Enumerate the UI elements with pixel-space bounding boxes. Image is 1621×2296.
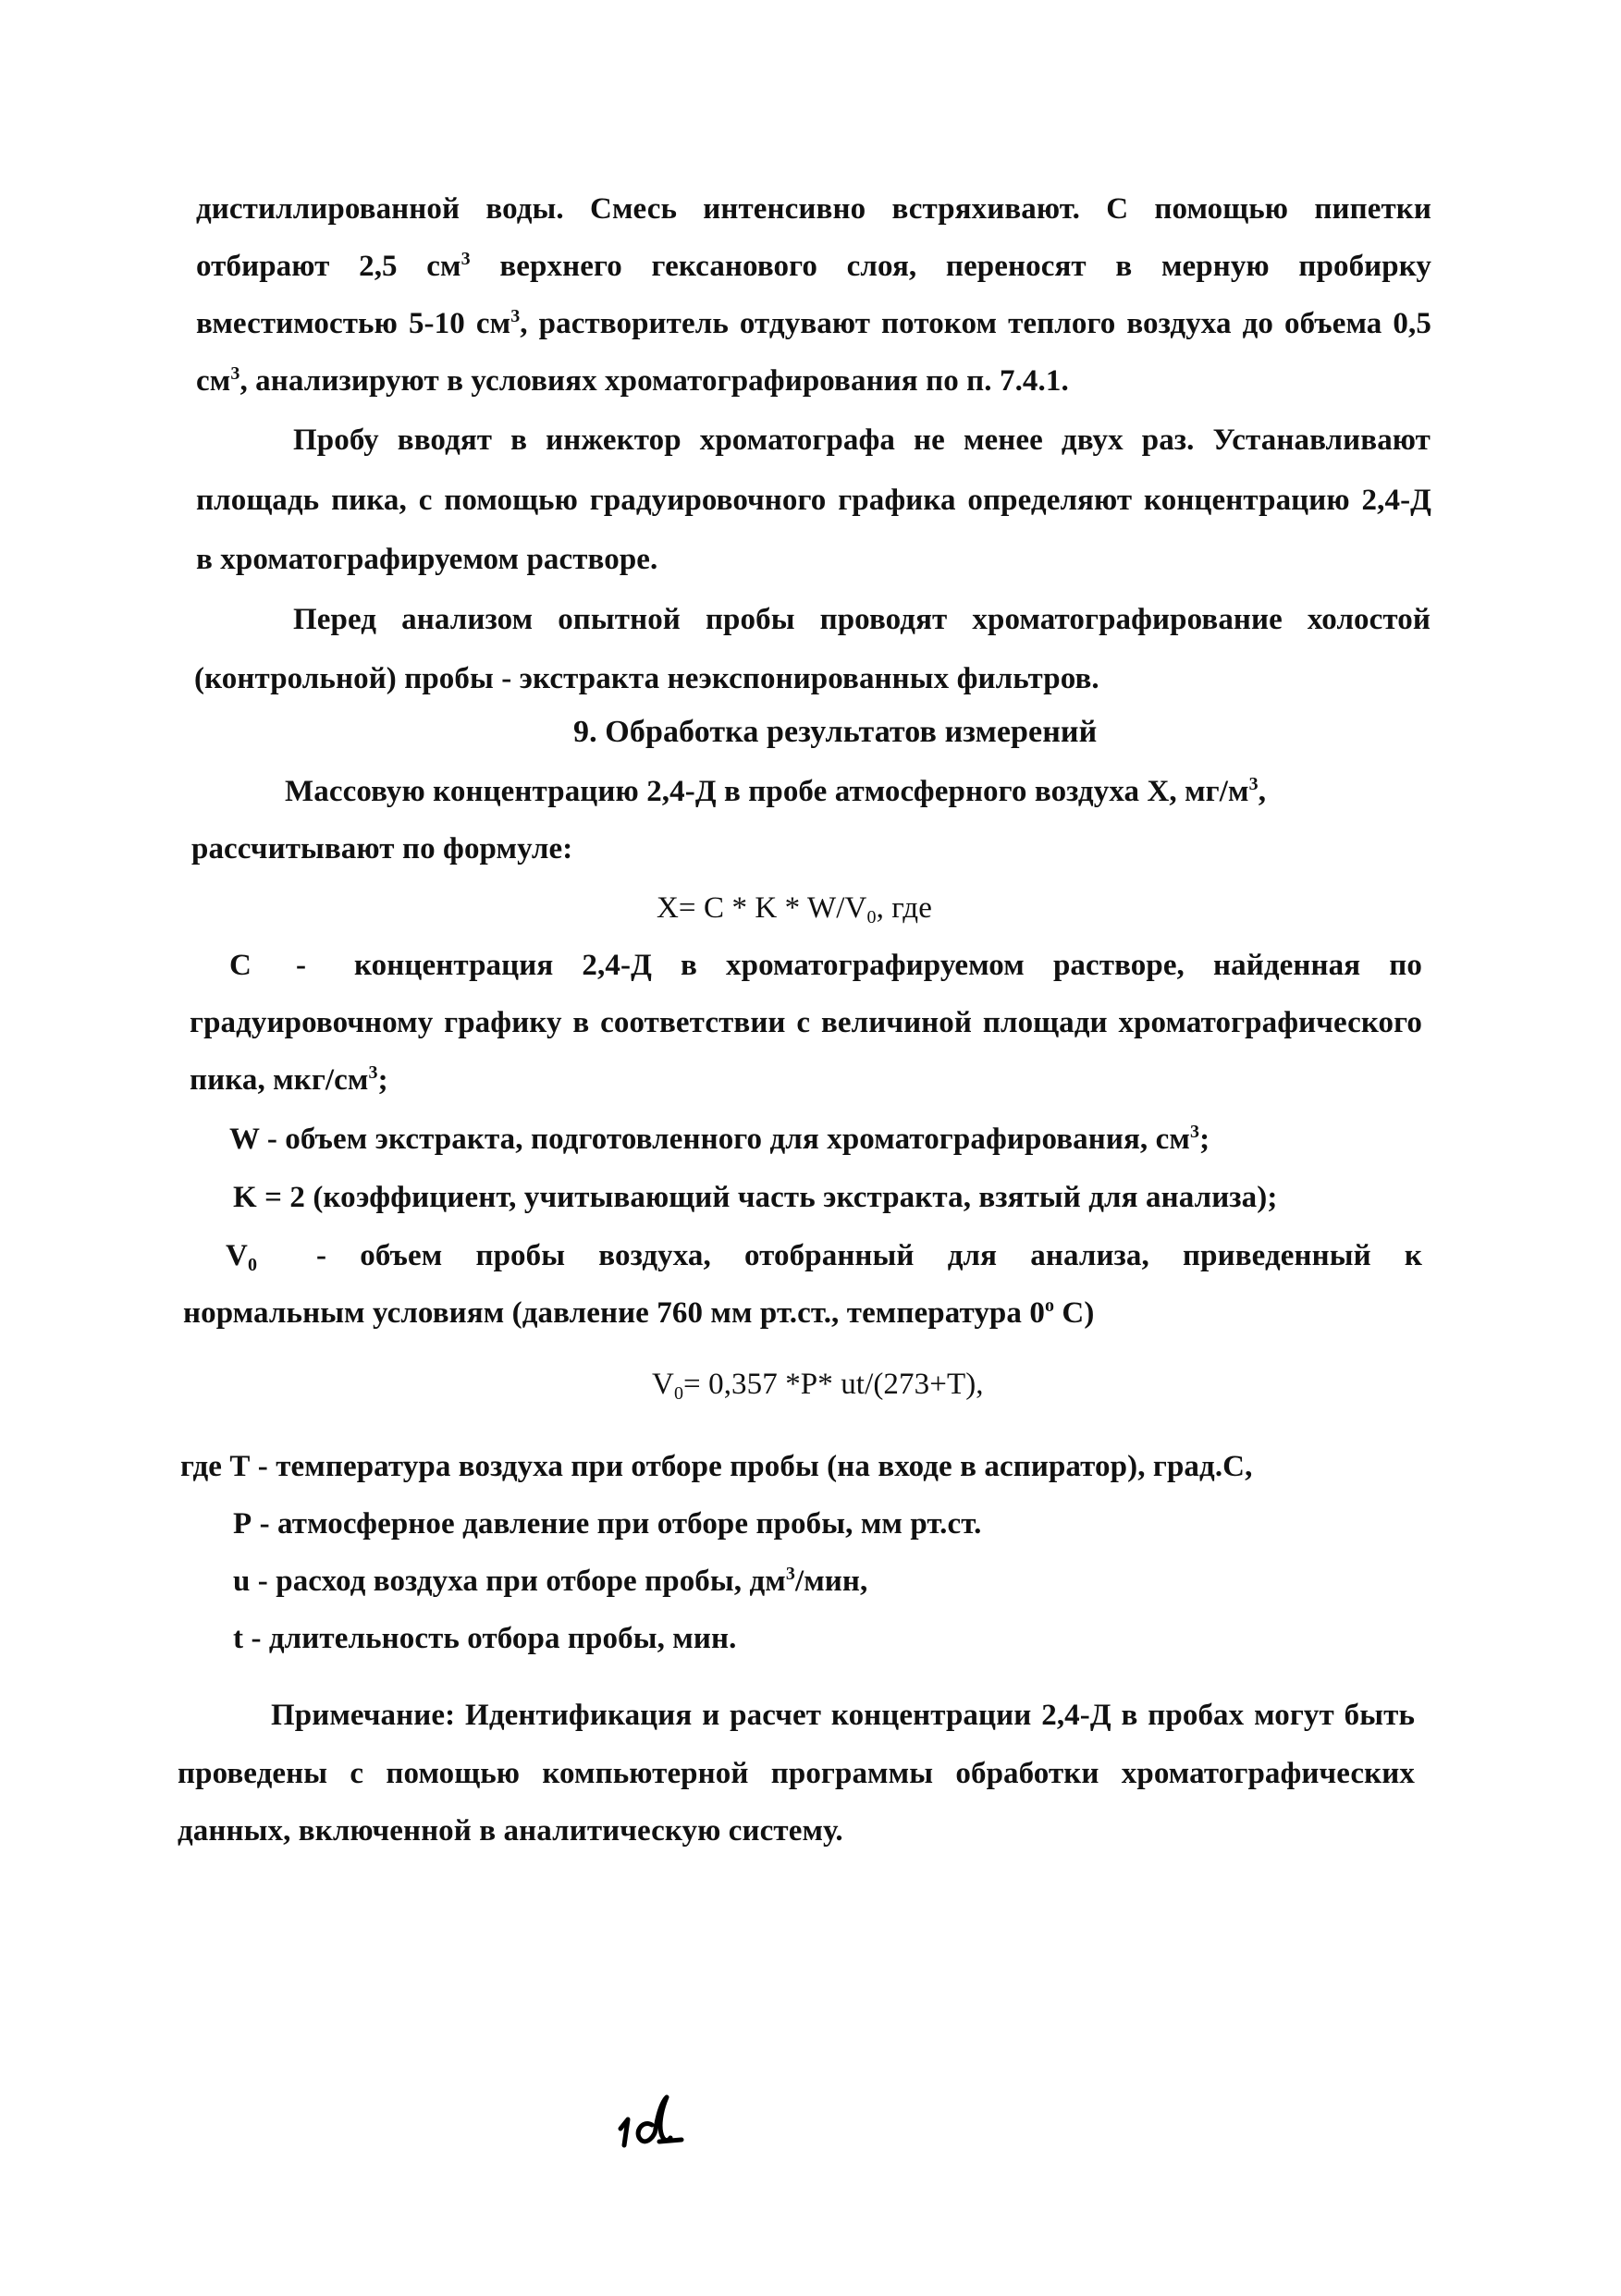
- text-fragment: нормальным условиям (давление 760 мм рт.ст., температура 0: [183, 1296, 1045, 1330]
- paragraph-4-line-2: рассчитывают по формуле:: [191, 832, 573, 866]
- note-line-1: Примечание: Идентификация и расчет концентрации 2,4-Д в пробах могут быть: [271, 1699, 1415, 1732]
- text-fragment: отбирают 2,5 см: [196, 250, 461, 283]
- text-fragment: вместимостью 5-10 см: [196, 307, 511, 340]
- text-fragment: u - расход воздуха при отборе пробы, дм: [233, 1565, 786, 1598]
- paragraph-1-line-1: дистиллированной воды. Смесь интенсивно встряхивают. С помощью пипетки: [196, 192, 1431, 226]
- page-number-drawing: [615, 2092, 689, 2156]
- superscript: 3: [1248, 774, 1259, 794]
- superscript: 3: [368, 1062, 378, 1083]
- where-duration-line: t - длительность отбора пробы, мин.: [233, 1622, 737, 1655]
- paragraph-4-line-1: [285, 773, 1431, 810]
- text-fragment: V: [226, 1239, 248, 1272]
- formula-volume: [652, 1366, 984, 1403]
- definition-c-line-3: [190, 1062, 388, 1099]
- text-fragment: , растворитель отдувают потоком теплого воздуха до объема 0,5: [520, 307, 1431, 340]
- definition-c-line-1: концентрация 2,4-Д в хроматографируемом растворе, найденная по: [354, 949, 1422, 982]
- paragraph-2-line-3: в хроматографируемом растворе.: [196, 543, 658, 576]
- subscript: 0: [247, 1255, 258, 1275]
- text-fragment: V: [652, 1368, 674, 1401]
- where-pressure-line: Р - атмосферное давление при отборе пробы, мм рт.ст.: [233, 1507, 982, 1541]
- paragraph-1-line-3: [196, 305, 1431, 342]
- text-fragment: , анализируют в условиях хроматографирования по п. 7.4.1.: [239, 364, 1069, 398]
- formula-concentration: [657, 890, 932, 927]
- where-temperature-line: где Т - температура воздуха при отборе пробы (на входе в аспиратор), град.С,: [180, 1450, 1253, 1483]
- text-fragment: ,: [1258, 775, 1267, 808]
- definition-c-symbol: C: [229, 949, 252, 982]
- text-fragment: , где: [876, 891, 932, 925]
- superscript: 3: [461, 249, 471, 269]
- definition-c-dash: -: [296, 949, 307, 982]
- text-fragment: см: [196, 364, 231, 398]
- where-flow-rate-line: [233, 1563, 867, 1600]
- text-fragment: пика, мкг/см: [190, 1063, 369, 1097]
- paragraph-3-line-2: (контрольной) пробы - экстракта неэкспонированных фильтров.: [194, 662, 1099, 695]
- note-line-2: проведены с помощью компьютерной программы обработки хроматографических: [178, 1757, 1415, 1790]
- text-fragment: ;: [377, 1063, 388, 1097]
- paragraph-2-line-2: площадь пика, с помощью градуировочного графика определяют концентрацию 2,4-Д: [196, 484, 1431, 517]
- note-line-3: данных, включенной в аналитическую систему.: [178, 1814, 843, 1848]
- handwritten-page-number: [615, 2092, 689, 2156]
- text-fragment: /мин,: [794, 1565, 868, 1598]
- definition-v0-symbol: [226, 1237, 257, 1274]
- text-fragment: Массовую концентрацию 2,4-Д в пробе атмосферного воздуха X, мг/м: [285, 775, 1249, 808]
- definition-k-line: K = 2 (коэффициент, учитывающий часть экстракта, взятый для анализа);: [233, 1181, 1278, 1214]
- text-fragment: W - объем экстракта, подготовленного для хроматографирования, см: [229, 1123, 1190, 1156]
- text-fragment: = 0,357 *P* ut/(273+T),: [683, 1368, 984, 1401]
- definition-w-line: [229, 1121, 1210, 1158]
- section-heading: 9. Обработка результатов измерений: [573, 715, 1098, 749]
- superscript: o: [1044, 1295, 1055, 1316]
- superscript: 3: [230, 363, 240, 384]
- paragraph-3-line-1: Перед анализом опытной пробы проводят хроматографирование холостой: [293, 603, 1431, 636]
- superscript: 3: [510, 306, 521, 326]
- subscript: 0: [866, 907, 877, 927]
- paragraph-1-line-4: [196, 362, 1069, 399]
- definition-v0-line-2: [183, 1295, 1094, 1332]
- subscript: 0: [673, 1383, 684, 1404]
- superscript: 3: [785, 1564, 795, 1584]
- definition-v0-line-1: - объем пробы воздуха, отобранный для анализа, приведенный к: [316, 1239, 1422, 1272]
- text-fragment: X= C * K * W/V: [657, 891, 867, 925]
- paragraph-2-line-1: Пробу вводят в инжектор хроматографа не менее двух раз. Устанавливают: [293, 424, 1431, 457]
- superscript: 3: [1189, 1122, 1200, 1142]
- paragraph-1-line-2: [196, 248, 1431, 285]
- definition-c-line-2: градуировочному графику в соответствии с величиной площади хроматографического: [190, 1006, 1422, 1039]
- text-fragment: ;: [1199, 1123, 1210, 1156]
- text-fragment: верхнего гексанового слоя, переносят в мерную пробирку: [470, 250, 1431, 283]
- text-fragment: С): [1054, 1296, 1095, 1330]
